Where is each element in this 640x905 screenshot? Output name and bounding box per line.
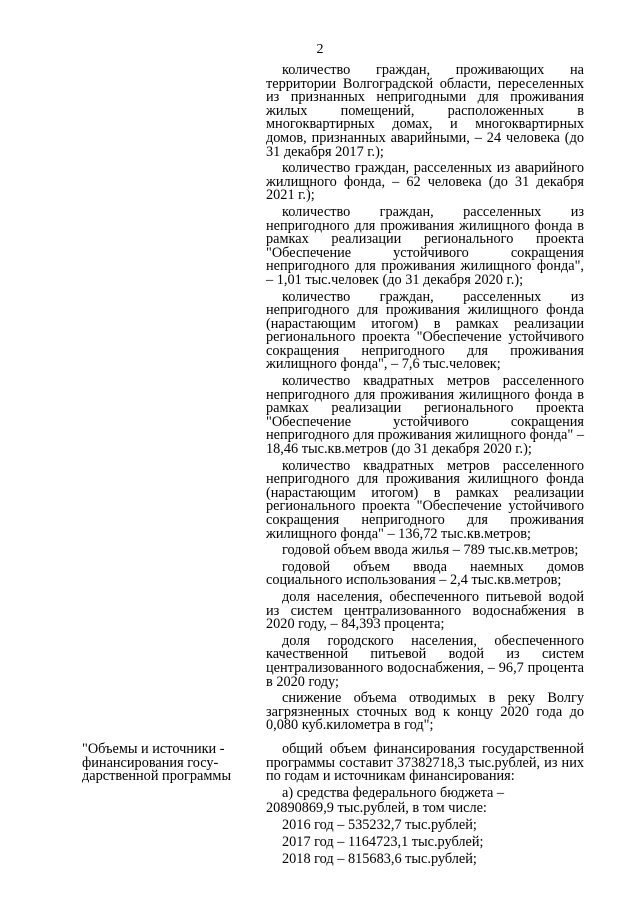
federal-budget-total: 20890869,9 тыс.рублей, в том числе: [266,800,487,817]
year-amount: 2017 год – 1164723,1 тыс.рублей; [282,834,484,851]
indicator-paragraph: количество граждан, расселенных из непригодного для проживания жилищного фонда в рамках реализации регионального проекта "Обеспечение устойчивого сокращения непригодного для проживания жилищного фонда", – 1,01 тыс.человек (до 31 декабря 2020 г.); [266,203,584,288]
indicator-paragraph: количество граждан, расселенных из непригодного для проживания жилищного фонда (нарастающим итогом) в рамках реализации регионального проекта "Обеспечение устойчивого сокращения непригодного для проживания жилищного фонда", – 7,6 тыс.человек; [266,288,584,373]
indicator-paragraph: доля населения, обеспеченного питьевой водой из систем централизованного водоснабжения в 2020 году, – 84,393 процента; [266,588,584,633]
indicator-paragraph: годовой объем ввода жилья – 789 тыс.кв.метров; [282,542,579,559]
indicator-paragraph: количество граждан, проживающих на территории Волгоградской области, переселенных из признанных непригодными для проживания жилых помещений, расположенных в многоквартирных домах, и многоквартирных домов, признанных аварийными, – 24 человека (до 31 декабря 2017 г.); [266,62,584,160]
indicator-paragraph: доля городского населения, обеспеченного качественной питьевой водой из систем централизованного водоснабжения, – 96,7 процента в 2020 году; [266,632,584,690]
financing-block [266,743,584,868]
indicator-paragraph: количество граждан, расселенных из аварийного жилищного фонда, – 62 человека (до 31 декабря 2021 г.); [266,160,584,204]
indicator-paragraph: количество квадратных метров расселенного непригодного для проживания жилищного фонда в рамках реализации регионального проекта "Обеспечение устойчивого сокращения непригодного для проживания жилищного фонда" – 18,46 тыс.кв.метров (до 31 декабря 2020 г.); [266,373,584,458]
federal-budget-label: а) средства федерального бюджета – [282,784,505,801]
year-amount: 2018 год – 815683,6 тыс.рублей; [282,851,477,868]
page-number: 2 [316,42,324,57]
section-label-line: финансирования госу- [82,754,219,771]
indicator-paragraph: снижение объема отводимых в реку Волгу загрязненных сточных вод к концу 2020 года до 0,080 куб.километра в год"; [266,690,584,734]
financing-intro: общий объем финансирования государственной программы составит 37382718,3 тыс.рублей, из них по годам и источникам финансирования: [266,741,584,785]
indicator-paragraph: количество квадратных метров расселенного непригодного для проживания жилищного фонда (нарастающим итогом) в рамках реализации регионального проекта "Обеспечение устойчивого сокращения непригодного для проживания жилищного фонда" – 136,72 тыс.кв.метров; [266,457,584,542]
indicator-paragraph: годовой объем ввода наемных домов социального использования – 2,4 тыс.кв.метров; [266,558,584,589]
section-label [82,743,260,784]
target-indicators [266,64,584,736]
year-amount: 2016 год – 535232,7 тыс.рублей; [282,817,477,834]
section-label-line: "Объемы и источники - [82,741,225,757]
section-label-line: дарственной программы [82,768,232,785]
